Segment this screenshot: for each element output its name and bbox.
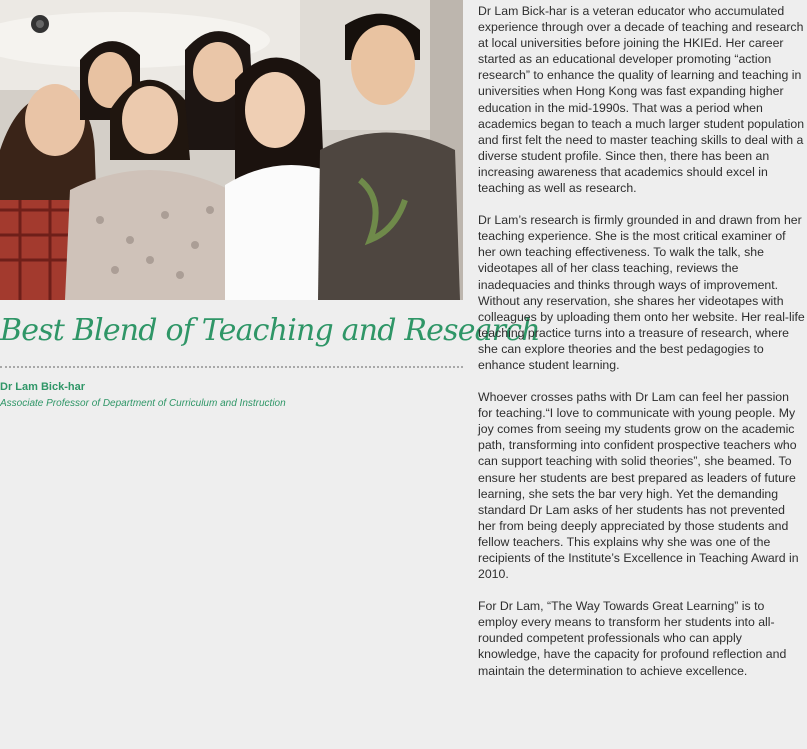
person-name: Dr Lam Bick-har (0, 381, 85, 393)
article-paragraph: Dr Lam Bick-har is a veteran educator who accumulated experience through over a decade of teaching and research at local universities before joining the HKIEd. Her career started as an educational developer promoting “action research” to enhance the quality of learning and teaching in universities when Hong Kong was fast expanding higher education in the mid-1990s. That was a period when academics began to teach a much larger student population and first felt the need to master teaching skills to deal with a diverse student profile. Since then, there has been an increasing awareness that academics should excel in teaching as well as research. (478, 4, 805, 196)
article-body (478, 3, 806, 695)
dotted-divider (0, 366, 463, 368)
person-title: Associate Professor of Department of Curriculum and Instruction (0, 398, 286, 409)
article-paragraph: Dr Lam’s research is firmly grounded in and drawn from her teaching experience. She is the most critical examiner of her own teaching effectiveness. To walk the talk, she videotapes all of her class teaching, reviews the inadequacies and thinks through ways of improvement. Without any reservation, she shares her videotapes with colleagues by uploading them onto her website. Her real-life teaching practice turns into a treasure of research, where she can explore theories and the best pedagogies to enhance student learning. (478, 213, 805, 372)
headline: Best Blend of Teaching and Research (0, 313, 540, 348)
group-photo (0, 0, 463, 300)
article-paragraph: Whoever crosses paths with Dr Lam can feel her passion for teaching.“I love to communicate with young people. My joy comes from seeing my students grow on the academic path, transforming into confident prospective teachers who can support teaching with solid theories”, she beamed. To ensure her students are best prepared as leaders of future learning, she sets the bar very high. Yet the demanding standard Dr Lam asks of her students has not prevented her from being deeply appreciated by those students and fellow teachers. This explains why she was one of the recipients of the Institute’s Excellence in Teaching Award in 2010. (478, 390, 799, 582)
article-paragraph: For Dr Lam, “The Way Towards Great Learning” is to employ every means to transform her students into all-rounded competent professionals who can apply knowledge, have the capacity for profound reflection and maintain the determination to achieve excellence. (478, 599, 787, 678)
